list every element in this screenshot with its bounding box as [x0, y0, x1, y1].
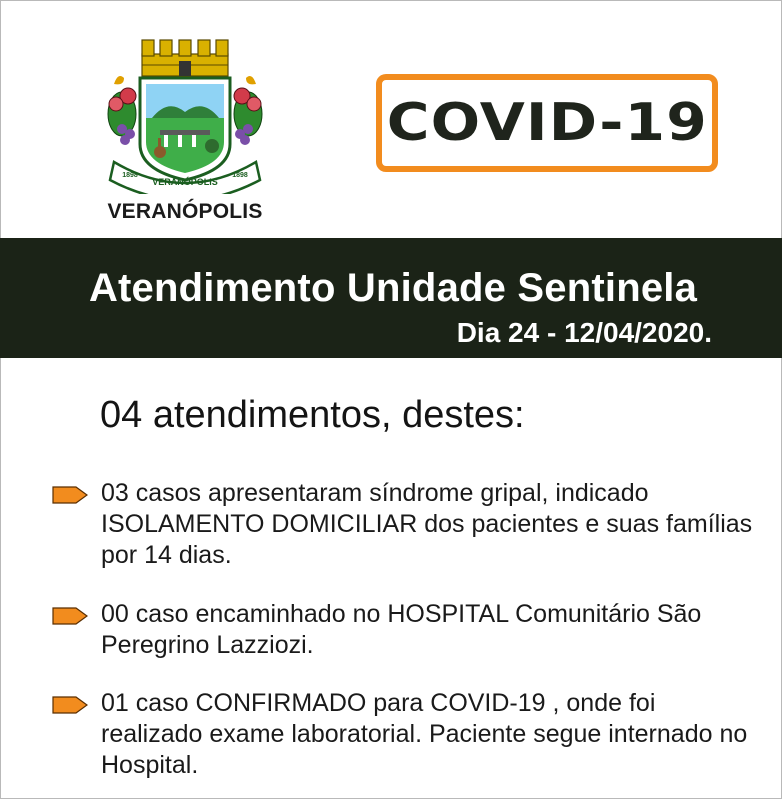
headline: 04 atendimentos, destes:: [100, 394, 525, 436]
list-item-text: 00 caso encaminhado no HOSPITAL Comunitário São Peregrino Lazziozi.: [101, 600, 702, 659]
ribbon-text: VERANÓPOLIS: [152, 177, 218, 187]
crown-icon: [142, 40, 228, 76]
list-item-text: 01 caso CONFIRMADO para COVID-19 , onde foi realizado exame laboratorial. Paciente segue internado no Hospital.: [101, 689, 748, 779]
coat-of-arms-logo: [100, 34, 270, 194]
grapes-leaves-left-icon: [108, 76, 136, 145]
grapes-leaves-right-icon: [234, 76, 262, 145]
ribbon-year-left: 1898: [122, 172, 138, 179]
arrow-bullet-icon: [52, 607, 88, 625]
title-banner: [0, 238, 782, 358]
banner-title: Atendimento Unidade Sentinela: [88, 266, 698, 310]
arrow-bullet-icon: [52, 696, 88, 714]
city-name: VERANÓPOLIS: [107, 200, 263, 223]
covid-badge: [376, 74, 718, 172]
covid-badge-text: COVID-19: [386, 93, 708, 153]
ribbon-year-right: 1898: [232, 172, 248, 179]
list-item-text: 03 casos apresentaram síndrome gripal, indicado ISOLAMENTO DOMICILIAR dos pacientes e suas famílias por 14 dias.: [101, 479, 753, 569]
shield-icon: [140, 78, 230, 180]
banner-date: Dia 24 - 12/04/2020.: [456, 317, 712, 348]
arrow-bullet-icon: [52, 486, 88, 504]
